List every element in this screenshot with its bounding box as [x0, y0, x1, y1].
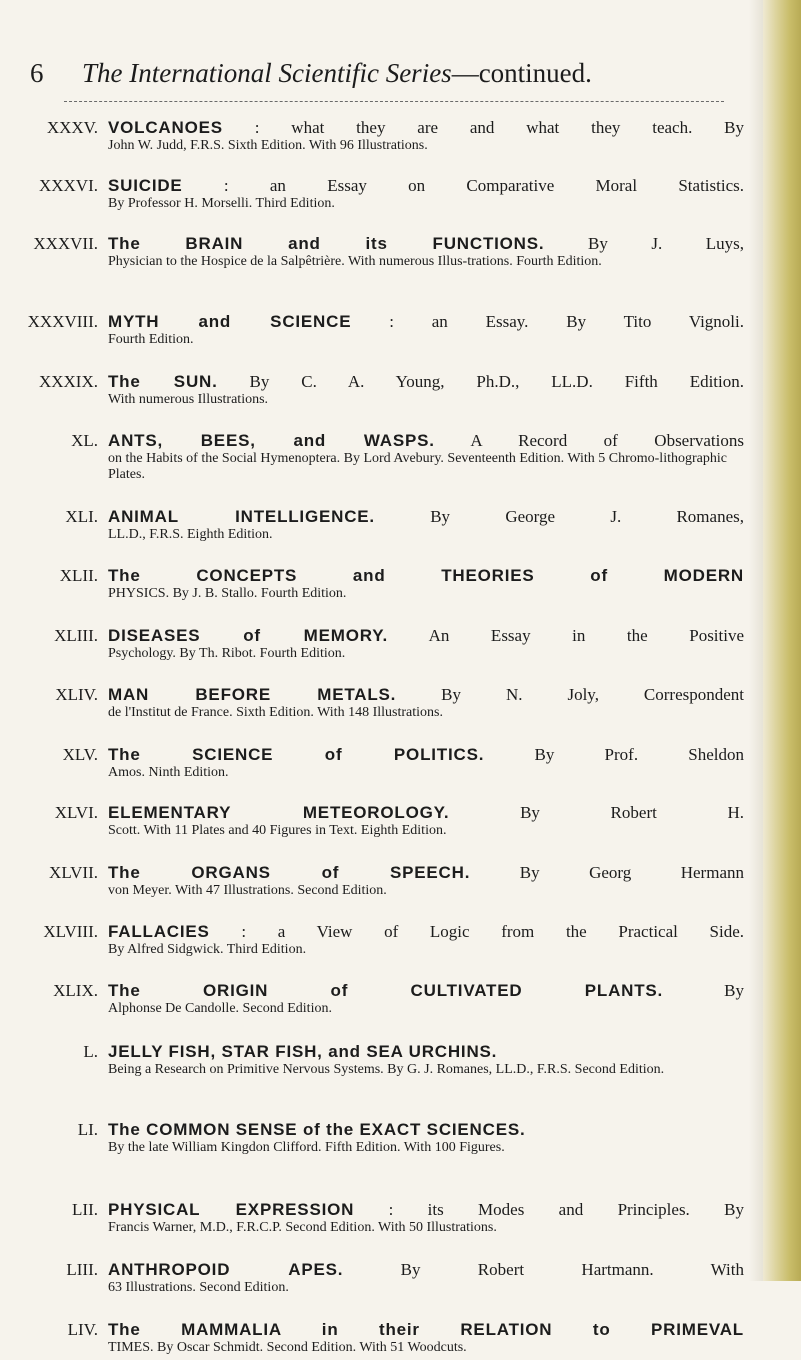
entry-line-rest: : its Modes and Principles. By: [388, 1200, 744, 1219]
entry-line-rest: By C. A. Young, Ph.D., LL.D. Fifth Edition.: [249, 372, 744, 391]
entry-number: XLVII.: [49, 863, 98, 882]
entry-detail: Francis Warner, M.D., F.R.C.P. Second Edition. With 50 Illustrations.: [108, 1220, 497, 1235]
entry-number: XL.: [71, 431, 98, 450]
entry-line-rest: By Prof. Sheldon: [534, 745, 744, 764]
entry-title: The SUN.: [108, 372, 218, 391]
entry-line-rest: By Georg Hermann: [519, 863, 744, 882]
entry-xliv: [0, 685, 763, 745]
entry-detail: LL.D., F.R.S. Eighth Edition.: [108, 527, 273, 542]
entry-xxxix: [0, 372, 763, 431]
entry-line-rest: : what they are and what they teach. By: [254, 118, 744, 137]
entry-detail: TIMES. By Oscar Schmidt. Second Edition. With 51 Woodcuts.: [108, 1340, 467, 1355]
entry-number: XLIV.: [55, 685, 98, 704]
entry-line-rest: By Robert H.: [520, 803, 744, 822]
entry-list: [0, 118, 763, 1360]
entry-line-rest: An Essay in the Positive: [428, 626, 744, 645]
entry-detail: By Alfred Sidgwick. Third Edition.: [108, 942, 307, 957]
entry-title: ANIMAL INTELLIGENCE.: [108, 507, 375, 526]
entry-title: The COMMON SENSE of the EXACT SCIENCES.: [108, 1120, 526, 1139]
entry-xli: [0, 507, 763, 566]
header-rule: [64, 101, 724, 102]
entry-detail: Amos. Ninth Edition.: [108, 765, 229, 780]
entry-number: XLII.: [59, 566, 98, 585]
entry-detail: 63 Illustrations. Second Edition.: [108, 1280, 289, 1295]
entry-xl: [0, 431, 763, 507]
entry-line-rest: A Record of Observations: [470, 431, 744, 450]
entry-detail: Being a Research on Primitive Nervous Systems. By G. J. Romanes, LL.D., F.R.S. Second Edition.: [108, 1062, 665, 1077]
entry-number: L.: [83, 1042, 98, 1061]
entry-detail: John W. Judd, F.R.S. Sixth Edition. With 96 Illustrations.: [108, 138, 428, 153]
entry-xlii: [0, 566, 763, 626]
entry-detail: By Professor H. Morselli. Third Edition.: [108, 196, 335, 211]
continued-label: —continued.: [451, 58, 592, 88]
entry-line-rest: By George J. Romanes,: [430, 507, 744, 526]
entry-detail: With numerous Illustrations.: [108, 392, 269, 407]
entry-title: The ORIGIN of CULTIVATED PLANTS.: [108, 981, 664, 1000]
entry-number: XLI.: [65, 507, 98, 526]
entry-title: The SCIENCE of POLITICS.: [108, 745, 485, 764]
series-title: The International Scientific Series: [82, 58, 452, 88]
entry-number: XLIX.: [53, 981, 98, 1000]
entry-title: The BRAIN and its FUNCTIONS.: [108, 234, 545, 253]
entry-liv: [0, 1320, 763, 1360]
entry-detail: Scott. With 11 Plates and 40 Figures in Text. Eighth Edition.: [108, 823, 447, 838]
entry-detail: de l'Institut de France. Sixth Edition. With 148 Illustrations.: [108, 705, 443, 720]
entry-line-rest: : an Essay on Comparative Moral Statistics.: [223, 176, 744, 195]
entry-detail: Physician to the Hospice de la Salpêtrière. With numerous Illus-trations. Fourth Edition.: [108, 254, 602, 269]
entry-xlviii: [0, 922, 763, 981]
entry-lii: [0, 1200, 763, 1260]
entry-detail: Alphonse De Candolle. Second Edition.: [108, 1001, 332, 1016]
entry-li: [0, 1120, 763, 1200]
entry-line-rest: By J. Luys,: [587, 234, 744, 253]
entry-number: XLV.: [62, 745, 98, 764]
entry-title: MAN BEFORE METALS.: [108, 685, 397, 704]
entry-detail: on the Habits of the Social Hymenoptera. By Lord Avebury. Seventeenth Edition. With 5 Chromo-lithographic Plates.: [108, 451, 727, 482]
entry-number: XXXVIII.: [27, 312, 98, 331]
entry-xlv: [0, 745, 763, 803]
page-edge-shadow: [763, 0, 801, 1281]
entry-line-rest: : an Essay. By Tito Vignoli.: [389, 312, 744, 331]
entry-xliii: [0, 626, 763, 685]
entry-title: The ORGANS of SPEECH.: [108, 863, 471, 882]
entry-number: LIV.: [67, 1320, 98, 1339]
entry-detail: PHYSICS. By J. B. Stallo. Fourth Edition.: [108, 586, 347, 601]
entry-number: LI.: [77, 1120, 98, 1139]
entry-xlix: [0, 981, 763, 1042]
entry-number: XLIII.: [54, 626, 98, 645]
entry-xlvi: [0, 803, 763, 863]
entry-detail: By the late William Kingdon Clifford. Fifth Edition. With 100 Figures.: [108, 1140, 505, 1155]
entry-number: LII.: [72, 1200, 98, 1219]
entry-xxxviii: [0, 312, 763, 372]
running-header: [30, 58, 750, 88]
entry-xxxvi: [0, 176, 763, 234]
entry-number: XLVI.: [54, 803, 98, 822]
entry-title: PHYSICAL EXPRESSION: [108, 1200, 355, 1219]
entry-line-rest: By Robert Hartmann. With: [400, 1260, 744, 1279]
entry-title: SUICIDE: [108, 176, 183, 195]
entry-xxxv: [0, 118, 763, 176]
entry-line-rest: By: [724, 981, 744, 1000]
entry-title: FALLACIES: [108, 922, 210, 941]
entry-l: [0, 1042, 763, 1120]
entry-title: VOLCANOES: [108, 118, 223, 137]
entry-title: DISEASES of MEMORY.: [108, 626, 388, 645]
entry-title: MYTH and SCIENCE: [108, 312, 352, 331]
entry-number: LIII.: [66, 1260, 98, 1279]
entry-title: ANTS, BEES, and WASPS.: [108, 431, 435, 450]
entry-number: XLVIII.: [43, 922, 98, 941]
entry-number: XXXVI.: [38, 176, 98, 195]
entry-line-rest: By N. Joly, Correspondent: [441, 685, 744, 704]
page-number: 6: [30, 58, 44, 88]
entry-detail: Psychology. By Th. Ribot. Fourth Edition.: [108, 646, 346, 661]
entry-title: ELEMENTARY METEOROLOGY.: [108, 803, 450, 822]
entry-number: XXXV.: [46, 118, 98, 137]
entry-line-rest: : a View of Logic from the Practical Side.: [241, 922, 744, 941]
entry-title: ANTHROPOID APES.: [108, 1260, 344, 1279]
entry-xlvii: [0, 863, 763, 922]
entry-title: The MAMMALIA in their RELATION to PRIMEVAL: [108, 1320, 744, 1339]
entry-title: The CONCEPTS and THEORIES of MODERN: [108, 566, 744, 585]
entry-detail: Fourth Edition.: [108, 332, 194, 347]
entry-title: JELLY FISH, STAR FISH, and SEA URCHINS.: [108, 1042, 498, 1061]
entry-liii: [0, 1260, 763, 1320]
entry-number: XXXIX.: [38, 372, 98, 391]
entry-number: XXXVII.: [33, 234, 98, 253]
entry-detail: von Meyer. With 47 Illustrations. Second Edition.: [108, 883, 387, 898]
entry-xxxvii: [0, 234, 763, 312]
